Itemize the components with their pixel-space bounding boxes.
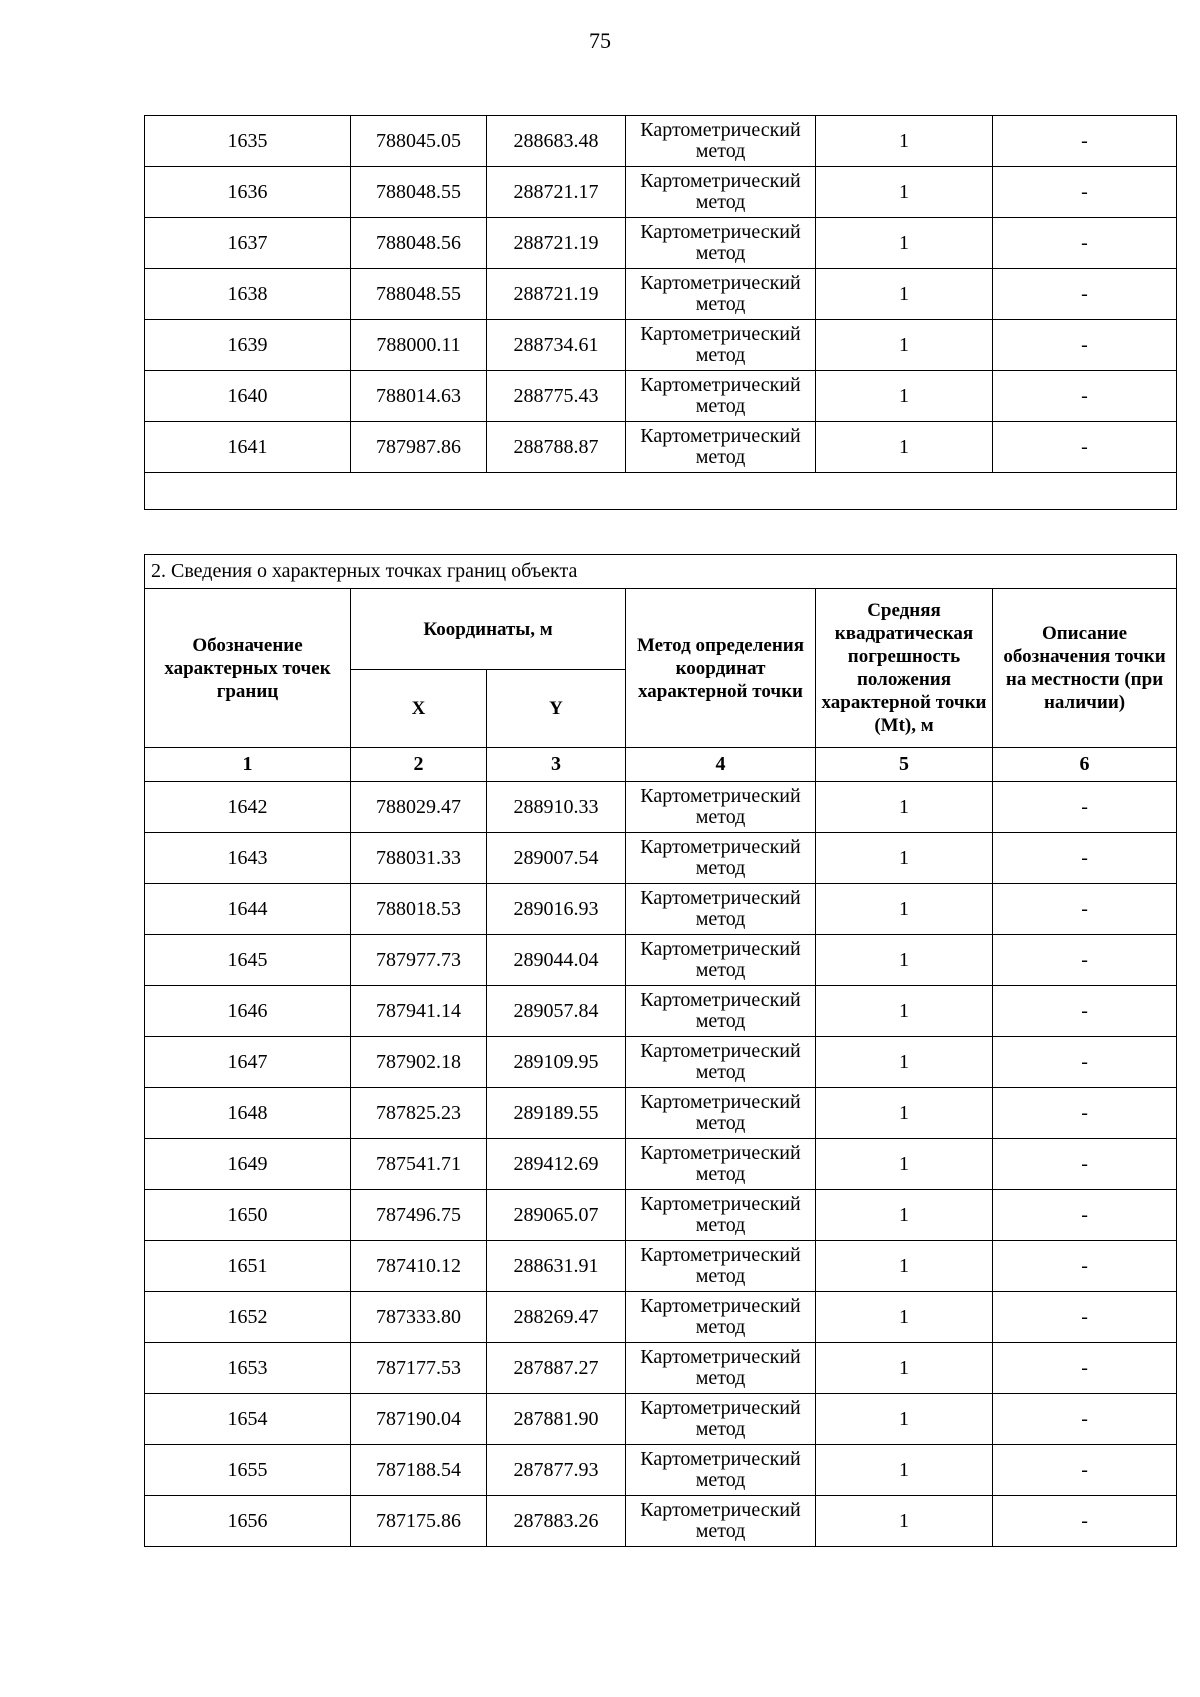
cell-y: 289016.93 [487, 884, 626, 935]
cell-description: - [993, 1394, 1177, 1445]
cell-point-id: 1639 [145, 320, 351, 371]
cell-error: 1 [816, 935, 993, 986]
cell-x: 788014.63 [351, 371, 487, 422]
cell-method: Картометрический метод [626, 1496, 816, 1547]
cell-error: 1 [816, 167, 993, 218]
header-x: X [351, 670, 487, 748]
cell-point-id: 1638 [145, 269, 351, 320]
cell-method: Картометрический метод [626, 320, 816, 371]
cell-x: 788048.56 [351, 218, 487, 269]
cell-x: 788048.55 [351, 167, 487, 218]
cell-method: Картометрический метод [626, 167, 816, 218]
cell-description: - [993, 1496, 1177, 1547]
cell-x: 787987.86 [351, 422, 487, 473]
cell-description: - [993, 1190, 1177, 1241]
cell-error: 1 [816, 116, 993, 167]
cell-x: 787175.86 [351, 1496, 487, 1547]
cell-y: 288788.87 [487, 422, 626, 473]
cell-point-id: 1648 [145, 1088, 351, 1139]
cell-point-id: 1655 [145, 1445, 351, 1496]
cell-description: - [993, 116, 1177, 167]
table-row [145, 1139, 1177, 1190]
cell-y: 288910.33 [487, 782, 626, 833]
page-number: 75 [589, 28, 611, 53]
top-table-body [145, 116, 1177, 510]
cell-method: Картометрический метод [626, 1190, 816, 1241]
cell-y: 287883.26 [487, 1496, 626, 1547]
cell-point-id: 1653 [145, 1343, 351, 1394]
cell-error: 1 [816, 1292, 993, 1343]
table-row [145, 1343, 1177, 1394]
cell-method: Картометрический метод [626, 371, 816, 422]
cell-point-id: 1645 [145, 935, 351, 986]
cell-error: 1 [816, 1037, 993, 1088]
header-point-designation: Обозначение характерных точек границ [145, 589, 351, 748]
cell-x: 787977.73 [351, 935, 487, 986]
cell-error: 1 [816, 986, 993, 1037]
cell-error: 1 [816, 1343, 993, 1394]
cell-y: 289044.04 [487, 935, 626, 986]
cell-y: 288734.61 [487, 320, 626, 371]
header-coordinates: Координаты, м [351, 589, 626, 670]
cell-x: 787941.14 [351, 986, 487, 1037]
header-method: Метод определения координат характерной точки [626, 589, 816, 748]
column-number: 6 [993, 748, 1177, 782]
cell-description: - [993, 1241, 1177, 1292]
table-row [145, 371, 1177, 422]
cell-method: Картометрический метод [626, 218, 816, 269]
table-row [145, 1445, 1177, 1496]
cell-point-id: 1640 [145, 371, 351, 422]
cell-y: 287881.90 [487, 1394, 626, 1445]
table-row [145, 1088, 1177, 1139]
cell-error: 1 [816, 1139, 993, 1190]
table-row [145, 218, 1177, 269]
cell-y: 289189.55 [487, 1088, 626, 1139]
cell-x: 787188.54 [351, 1445, 487, 1496]
cell-y: 289109.95 [487, 1037, 626, 1088]
cell-point-id: 1652 [145, 1292, 351, 1343]
cell-x: 787410.12 [351, 1241, 487, 1292]
cell-description: - [993, 167, 1177, 218]
cell-method: Картометрический метод [626, 884, 816, 935]
cell-description: - [993, 833, 1177, 884]
cell-point-id: 1646 [145, 986, 351, 1037]
cell-description: - [993, 422, 1177, 473]
cell-x: 787541.71 [351, 1139, 487, 1190]
table-row [145, 116, 1177, 167]
blank-row [145, 473, 1177, 510]
cell-description: - [993, 935, 1177, 986]
cell-description: - [993, 986, 1177, 1037]
cell-point-id: 1644 [145, 884, 351, 935]
table-caption: 2. Сведения о характерных точках границ объекта [145, 555, 1177, 589]
table-row [145, 167, 1177, 218]
header-y: Y [487, 670, 626, 748]
cell-error: 1 [816, 782, 993, 833]
cell-point-id: 1654 [145, 1394, 351, 1445]
cell-x: 787177.53 [351, 1343, 487, 1394]
main-table-body [145, 782, 1177, 1547]
column-number: 3 [487, 748, 626, 782]
cell-description: - [993, 371, 1177, 422]
cell-description: - [993, 1445, 1177, 1496]
cell-method: Картометрический метод [626, 1088, 816, 1139]
cell-method: Картометрический метод [626, 833, 816, 884]
cell-method: Картометрический метод [626, 986, 816, 1037]
cell-error: 1 [816, 422, 993, 473]
cell-y: 289007.54 [487, 833, 626, 884]
cell-x: 788031.33 [351, 833, 487, 884]
cell-x: 787496.75 [351, 1190, 487, 1241]
cell-method: Картометрический метод [626, 1343, 816, 1394]
cell-y: 288269.47 [487, 1292, 626, 1343]
cell-error: 1 [816, 1241, 993, 1292]
cell-method: Картометрический метод [626, 269, 816, 320]
cell-x: 788018.53 [351, 884, 487, 935]
cell-error: 1 [816, 1190, 993, 1241]
blank-cell [145, 473, 1177, 510]
header-description: Описание обозначения точки на местности (при наличии) [993, 589, 1177, 748]
cell-method: Картометрический метод [626, 116, 816, 167]
cell-method: Картометрический метод [626, 1139, 816, 1190]
table-row [145, 1190, 1177, 1241]
cell-description: - [993, 1139, 1177, 1190]
cell-description: - [993, 1292, 1177, 1343]
table-row [145, 935, 1177, 986]
cell-y: 289412.69 [487, 1139, 626, 1190]
cell-description: - [993, 320, 1177, 371]
cell-description: - [993, 1343, 1177, 1394]
cell-point-id: 1641 [145, 422, 351, 473]
cell-error: 1 [816, 320, 993, 371]
cell-y: 288721.19 [487, 218, 626, 269]
cell-method: Картометрический метод [626, 422, 816, 473]
cell-y: 288721.17 [487, 167, 626, 218]
cell-y: 289065.07 [487, 1190, 626, 1241]
table-row [145, 884, 1177, 935]
cell-x: 787902.18 [351, 1037, 487, 1088]
column-number: 2 [351, 748, 487, 782]
cell-point-id: 1656 [145, 1496, 351, 1547]
table-row [145, 833, 1177, 884]
cell-method: Картометрический метод [626, 935, 816, 986]
cell-y: 287887.27 [487, 1343, 626, 1394]
cell-x: 787190.04 [351, 1394, 487, 1445]
cell-error: 1 [816, 218, 993, 269]
cell-point-id: 1635 [145, 116, 351, 167]
cell-description: - [993, 269, 1177, 320]
cell-description: - [993, 1088, 1177, 1139]
cell-point-id: 1647 [145, 1037, 351, 1088]
cell-point-id: 1637 [145, 218, 351, 269]
cell-x: 788029.47 [351, 782, 487, 833]
cell-method: Картометрический метод [626, 1394, 816, 1445]
cell-error: 1 [816, 1496, 993, 1547]
cell-method: Картометрический метод [626, 1445, 816, 1496]
header-error: Средняя квадратическая погрешность положения характерной точки (Mt), м [816, 589, 993, 748]
cell-method: Картометрический метод [626, 1292, 816, 1343]
cell-y: 288631.91 [487, 1241, 626, 1292]
cell-y: 287877.93 [487, 1445, 626, 1496]
cell-error: 1 [816, 269, 993, 320]
table-row [145, 422, 1177, 473]
cell-error: 1 [816, 884, 993, 935]
cell-x: 787333.80 [351, 1292, 487, 1343]
table-row [145, 1241, 1177, 1292]
cell-y: 288721.19 [487, 269, 626, 320]
cell-point-id: 1643 [145, 833, 351, 884]
cell-x: 788048.55 [351, 269, 487, 320]
cell-point-id: 1650 [145, 1190, 351, 1241]
column-number: 4 [626, 748, 816, 782]
table-row [145, 1496, 1177, 1547]
cell-error: 1 [816, 1394, 993, 1445]
cell-y: 288683.48 [487, 116, 626, 167]
cell-y: 288775.43 [487, 371, 626, 422]
cell-error: 1 [816, 371, 993, 422]
column-number: 1 [145, 748, 351, 782]
cell-description: - [993, 782, 1177, 833]
table-row [145, 269, 1177, 320]
table-row [145, 1037, 1177, 1088]
cell-x: 788000.11 [351, 320, 487, 371]
cell-point-id: 1636 [145, 167, 351, 218]
table-row [145, 986, 1177, 1037]
cell-point-id: 1649 [145, 1139, 351, 1190]
cell-error: 1 [816, 1088, 993, 1139]
column-number: 5 [816, 748, 993, 782]
main-coordinates-table [144, 554, 1177, 1547]
cell-y: 289057.84 [487, 986, 626, 1037]
cell-error: 1 [816, 833, 993, 884]
table-row [145, 782, 1177, 833]
table-row [145, 1394, 1177, 1445]
cell-method: Картометрический метод [626, 782, 816, 833]
table-row [145, 1292, 1177, 1343]
cell-point-id: 1651 [145, 1241, 351, 1292]
cell-point-id: 1642 [145, 782, 351, 833]
cell-method: Картометрический метод [626, 1241, 816, 1292]
cell-x: 787825.23 [351, 1088, 487, 1139]
cell-description: - [993, 884, 1177, 935]
cell-method: Картометрический метод [626, 1037, 816, 1088]
table-row [145, 320, 1177, 371]
cell-description: - [993, 218, 1177, 269]
top-coordinates-table [144, 115, 1177, 510]
cell-error: 1 [816, 1445, 993, 1496]
cell-description: - [993, 1037, 1177, 1088]
cell-x: 788045.05 [351, 116, 487, 167]
